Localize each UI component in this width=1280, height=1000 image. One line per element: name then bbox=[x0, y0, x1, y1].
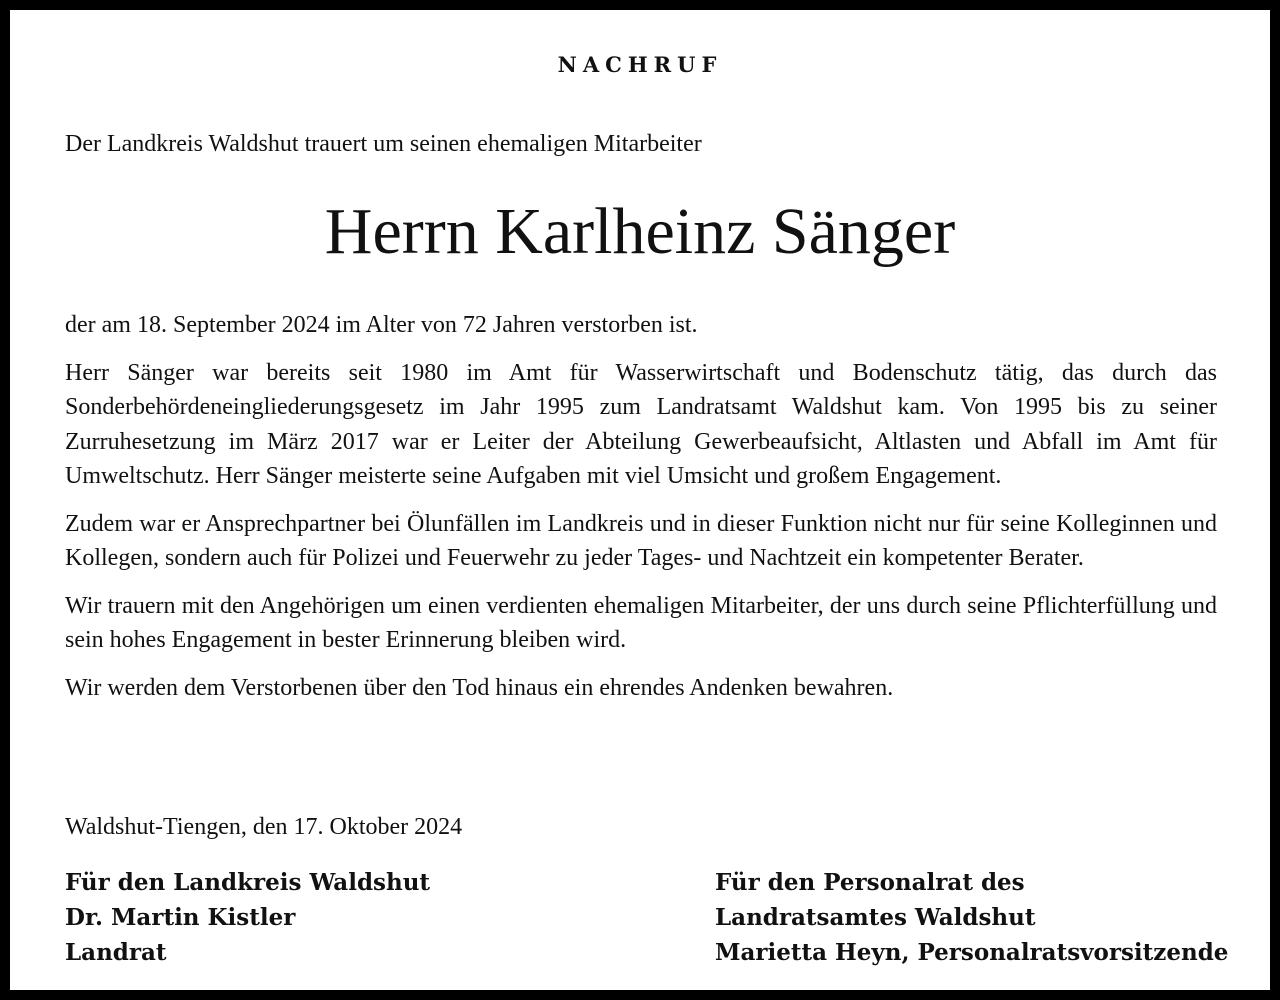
paragraph-career: Herr Sänger war bereits seit 1980 im Amt für Wasserwirtschaft und Bodenschutz tätig, das durch das Sonderbehördeneingliederungsgesetz im Jahr 1995 zum Landratsamt Waldshut kam. Von 1995 bis zu seiner Zurruhesetzung im März 2017 war er Leiter der Abteilung Gewerbeaufsicht, Altlasten und Abfall im Amt für Umweltschutz. Herr Sänger meisterte seine Aufgaben mit viel Umsicht und großem Engagement. bbox=[65, 359, 1217, 489]
signature-left-line: Für den Landkreis Waldshut bbox=[65, 869, 431, 896]
notice-heading: NACHRUF bbox=[557, 52, 723, 77]
paragraph-death-date: der am 18. September 2024 im Alter von 72 Jahren verstorben ist. bbox=[65, 312, 698, 338]
signature-block-left bbox=[65, 865, 430, 970]
signature-block-right bbox=[715, 865, 1228, 970]
intro-line: Der Landkreis Waldshut trauert um seinen ehemaligen Mitarbeiter bbox=[65, 131, 702, 157]
paragraph-remembrance: Wir werden dem Verstorbenen über den Tod hinaus ein ehrendes Andenken bewahren. bbox=[65, 674, 894, 701]
signature-left-line: Landrat bbox=[65, 939, 167, 966]
paragraph-mourning: Wir trauern mit den Angehörigen um einen verdienten ehemaligen Mitarbeiter, der uns durch seine Pflichterfüllung und sein hohes Engagement in bester Erinnerung bleiben wird. bbox=[65, 592, 1217, 653]
signature-right-line: Marietta Heyn, Personalratsvorsitzende bbox=[715, 939, 1229, 966]
place-and-date: Waldshut-Tiengen, den 17. Oktober 2024 bbox=[65, 814, 463, 840]
paragraph-contact-role: Zudem war er Ansprechpartner bei Ölunfällen im Landkreis und in dieser Funktion nicht nur für seine Kolleginnen und Kollegen, sondern auch für Polizei und Feuerwehr zu jeder Tages- und Nachtzeit ein kompetenter Berater. bbox=[65, 510, 1217, 571]
signature-right-line: Landratsamtes Waldshut bbox=[715, 904, 1036, 931]
signature-right-line: Für den Personalrat des bbox=[715, 869, 1025, 896]
notice-body bbox=[65, 308, 1217, 718]
deceased-name: Herrn Karlheinz Sänger bbox=[324, 195, 956, 268]
signature-left-line: Dr. Martin Kistler bbox=[65, 904, 296, 931]
